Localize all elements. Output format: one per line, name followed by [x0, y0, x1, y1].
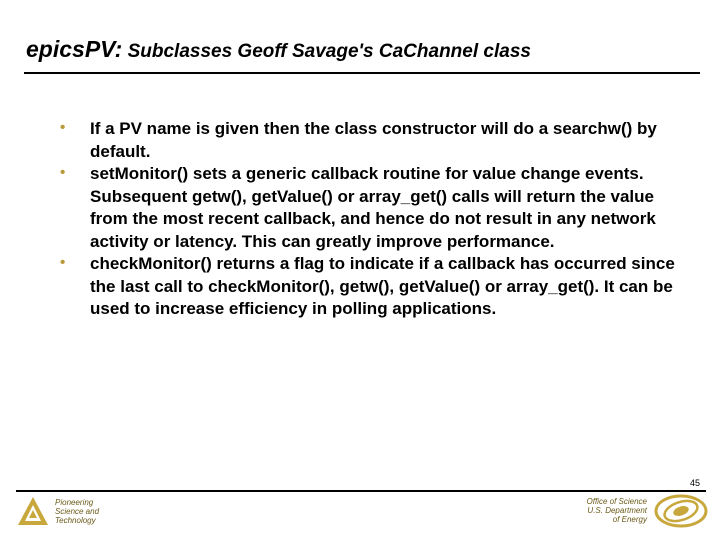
bullet-item [60, 253, 690, 321]
title-rule [24, 72, 700, 74]
bullet-dot-icon: • [60, 254, 66, 271]
doe-logo-icon [654, 494, 708, 528]
footer-right-line: of Energy [612, 515, 647, 524]
bullet-text: setMonitor() sets a generic callback routine for value change events. Subsequent getw(), getValue() or array_get() calls will return the value from the most recent callback, and hence do not result in any network activity or latency. This can greatly improve performance. [90, 164, 656, 251]
slide-title [26, 36, 706, 63]
footer-left-text [55, 498, 99, 525]
footer-left-line: Pioneering [55, 498, 94, 507]
footer-right-line: U.S. Department [587, 506, 647, 515]
argonne-logo-icon [17, 496, 49, 526]
footer-left-line: Science and [55, 507, 100, 516]
bullet-item [60, 163, 690, 253]
bullet-text: If a PV name is given then the class constructor will do a searchw() by default. [90, 119, 657, 161]
footer-right-line: Office of Science [586, 497, 647, 506]
footer-left-line: Technology [55, 516, 96, 525]
bullet-item [60, 118, 690, 163]
bullet-list [60, 118, 690, 321]
bullet-text: checkMonitor() returns a flag to indicate if a callback has occurred since the last call to checkMonitor(), getw(), getValue() or array_get(). It can be used to increase efficiency in polling applications. [90, 254, 675, 318]
bullet-dot-icon: • [60, 164, 66, 181]
slide-title-rest: Subclasses Geoff Savage's CaChannel class [122, 41, 531, 62]
page-number: 45 [689, 478, 700, 488]
slide-title-lead: epicsPV: [26, 36, 123, 62]
footer-rule [16, 490, 706, 492]
footer-right-text [560, 497, 647, 524]
bullet-dot-icon: • [60, 119, 66, 136]
